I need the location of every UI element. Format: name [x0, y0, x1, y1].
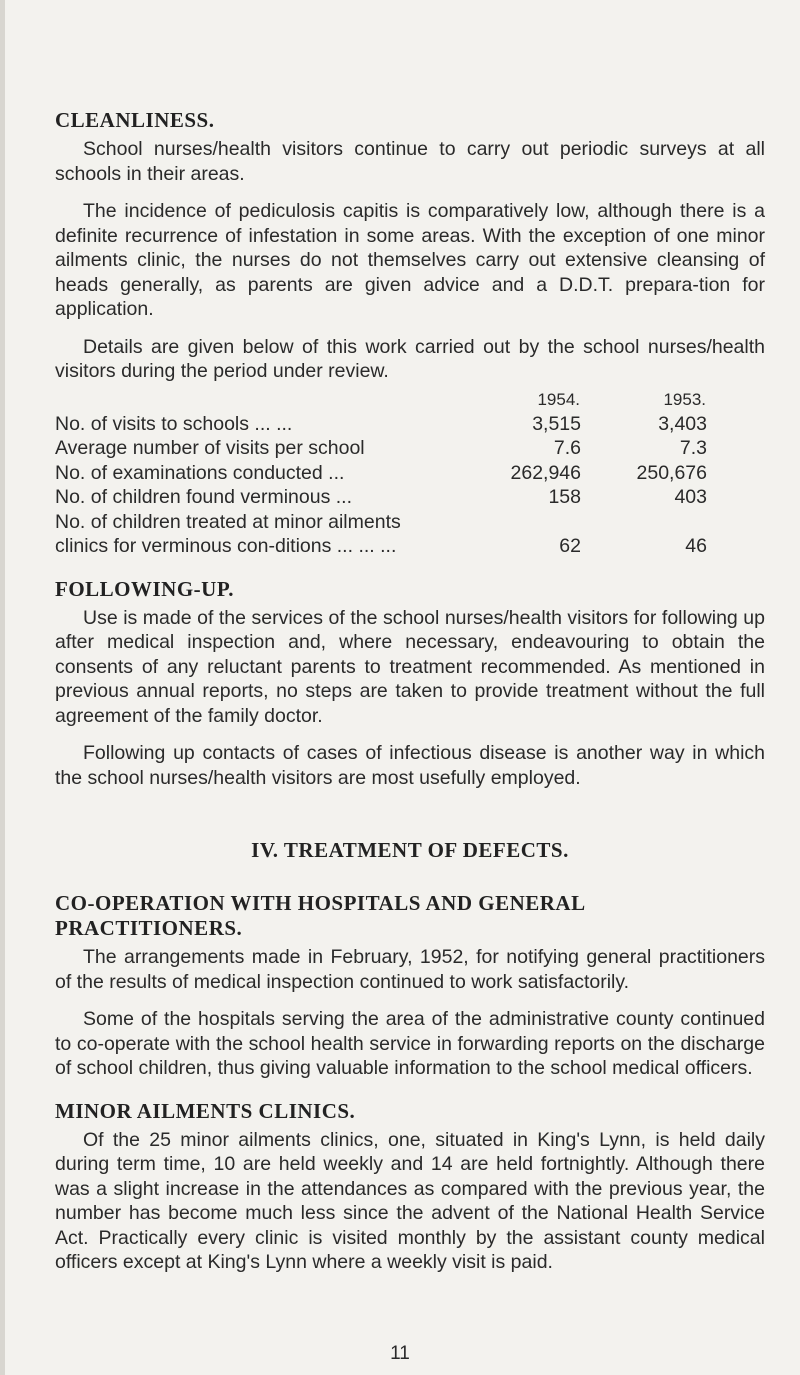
value-1953: 403	[674, 486, 707, 508]
value-1954: 3,515	[532, 412, 581, 435]
row-label: No. of children found verminous ...	[55, 486, 352, 508]
paragraph: Details are given below of this work carried out by the school nurses/health visitors during the period under review.	[55, 335, 765, 382]
value-1954: 262,946	[510, 461, 581, 484]
value-1953: 46	[685, 535, 707, 557]
column-header-1954: 1954.	[537, 389, 580, 409]
paragraph: The incidence of pediculosis capitis is comparatively low, although there is a definite recurrence of infestation in some areas. With the exception of one minor ailments clinic, the nurses do not themselves carry out extensive cleansing of heads generally, as parents are given advice and a D.D.T. prepara-tion for application.	[55, 200, 765, 320]
row-label: No. of examinations conducted ...	[55, 461, 345, 484]
table-row	[55, 412, 707, 437]
paragraph: Following up contacts of cases of infectious disease is another way in which the school nurses/health visitors are most usefully employed.	[55, 742, 765, 789]
paragraph: The arrangements made in February, 1952, for notifying general practitioners of the results of medical inspection continued to work satisfactorily.	[55, 946, 765, 993]
page-number: 11	[390, 1343, 410, 1364]
value-1953: 3,403	[658, 412, 707, 435]
heading-following-up: FOLLOWING-UP.	[55, 576, 234, 601]
paragraph: Of the 25 minor ailments clinics, one, situated in King's Lynn, is held daily during term time, 10 are held weekly and 14 are held fortnightly. Although there was a slight increase in the attendances as compared with the previous year, the number has become much less since the advent of the National Health Service Act. Practically every clinic is visited monthly by the assistant county medical officers except at King's Lynn where a weekly visit is paid.	[55, 1128, 765, 1273]
value-1953: 250,676	[636, 461, 707, 484]
verminous-stats-table	[55, 388, 707, 559]
table-row	[55, 510, 707, 559]
row-label: No. of children treated at minor ailments clinics for verminous con-ditions ... ... ...	[55, 510, 401, 557]
table-row	[55, 485, 707, 510]
heading-cooperation: CO-OPERATION WITH HOSPITALS AND GENERAL PRACTITIONERS.	[55, 891, 585, 940]
page-edge	[0, 0, 5, 1375]
value-1954: 158	[548, 486, 581, 508]
column-header-1953: 1953.	[663, 389, 706, 409]
table-header-row	[55, 388, 707, 412]
table-row	[55, 436, 707, 461]
section-following-up	[55, 577, 765, 791]
value-1954: 62	[559, 535, 581, 557]
row-label: Average number of visits per school	[55, 437, 365, 459]
table-row	[55, 461, 707, 486]
row-label: No. of visits to schools ... ...	[55, 412, 293, 435]
heading-cleanliness: CLEANLINESS.	[55, 108, 215, 132]
part-heading: IV. TREATMENT OF DEFECTS.	[251, 838, 569, 862]
paragraph: School nurses/health visitors continue to carry out periodic surveys at all schools in their areas.	[55, 138, 765, 185]
value-1953: 7.3	[679, 437, 707, 459]
value-1954: 7.6	[553, 437, 581, 459]
document-page	[55, 108, 765, 1293]
section-cleanliness	[55, 108, 765, 559]
section-minor-ailments	[55, 1099, 765, 1275]
heading-minor-ailments: MINOR AILMENTS CLINICS.	[55, 1098, 356, 1123]
paragraph: Use is made of the services of the school nurses/health visitors for following up after medical inspection and, where necessary, endeavouring to obtain the consents of any reluctant parents to treatment recommended. As mentioned in previous annual reports, no steps are taken to provide treatment without the full agreement of the family doctor.	[55, 606, 765, 727]
paragraph: Some of the hospitals serving the area of the administrative county continued to co-operate with the school health service in forwarding reports on the discharge of school children, thus giving valuable information to the school medical officers.	[55, 1008, 765, 1079]
section-cooperation	[55, 891, 765, 1081]
